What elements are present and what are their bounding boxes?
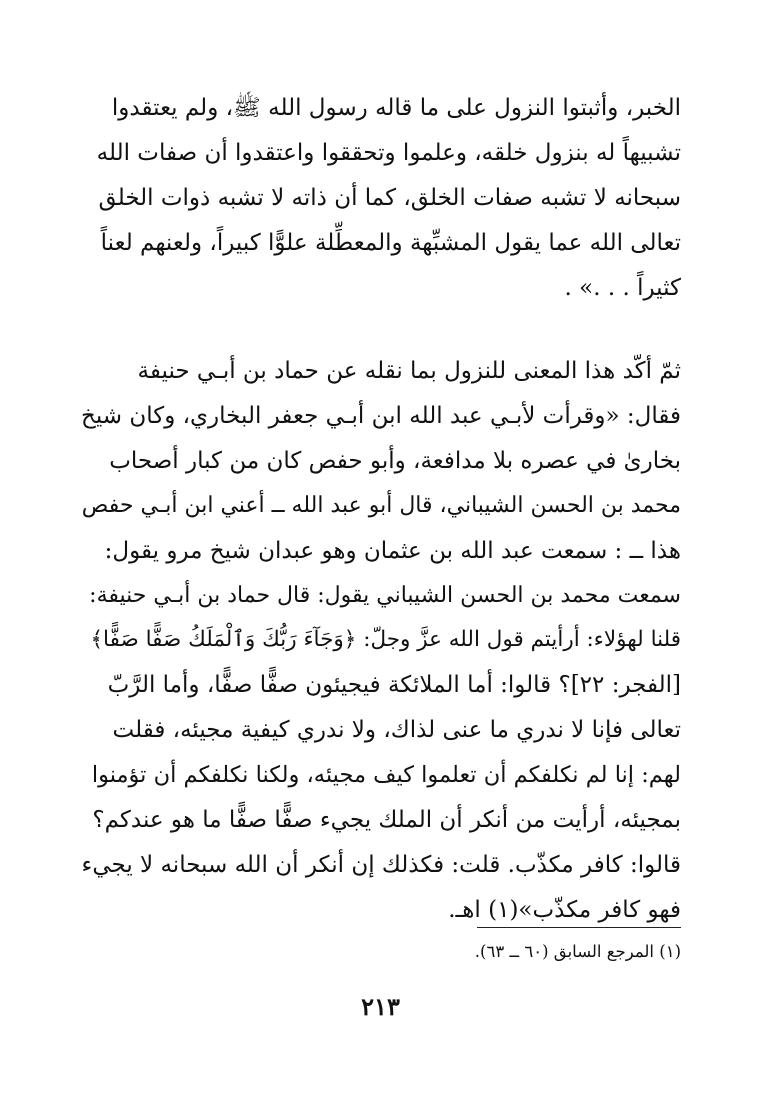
- paragraph-1: [82, 86, 681, 311]
- text-line: هذا ــ : سمعت عبد الله بن عثمان وهو عبدان شيخ مرو يقول:: [104, 537, 681, 564]
- text-line: فهو كافر مكذّب»(١) اهـ.: [448, 896, 681, 923]
- text-line: كثيراً . . .» .: [564, 274, 681, 301]
- footnote-separator: [477, 927, 681, 928]
- footnote: (١) المرجع السابق (٦٠ ــ ٦٣).: [474, 942, 681, 961]
- text-line: محمد بن الحسن الشيباني، قال أبو عبد الله ــ أعني ابن أبـي حفص: [81, 492, 681, 518]
- text-line: تعالى فإنا لا ندري ما عنى لذاك، ولا ندري كيفية مجيئه، فقلت: [112, 717, 681, 744]
- text-line: فقال: «وقرأت لأبـي عبد الله ابن أبـي جعفر البخاري، وكان شيخ: [81, 402, 681, 429]
- quran-quote-line: قلنا لهؤلاء: أرأيتم قول الله عزَّ وجلّ: ﴿وَجَآءَ رَبُّكَ وَٱلْمَلَكُ صَفًّا صَفًّا﴾: [90, 627, 681, 653]
- text-line: [الفجر: ٢٢]؟ قالوا: أما الملائكة فيجيئون صفًّا صفًّا، وأما الرَّبّ: [107, 672, 681, 699]
- text-line: قالوا: كافر مكذّب. قلت: فكذلك إن أنكر أن الله سبحانه لا يجيء: [81, 851, 681, 878]
- text-line: لهم: إنا لم نكلفكم أن تعلموا كيف مجيئه، ولكنا نكلفكم أن تؤمنوا: [91, 762, 681, 789]
- text-line: تشبيهاً له بنزول خلقه، وعلموا وتحققوا واعتقدوا أن صفات الله: [96, 139, 681, 166]
- text-line: بمجيئه، أرأيت من أنكر أن الملك يجيء صفًّا صفًّا ما هو عندكم؟: [92, 807, 681, 834]
- paragraph-2: [82, 349, 681, 933]
- text-line: ثمّ أكّد هذا المعنى للنزول بما نقله عن حماد بن أبـي حنيفة: [137, 358, 681, 384]
- text-line: سبحانه لا تشبه صفات الخلق، كما أن ذاته لا تشبه ذوات الخلق: [98, 184, 681, 211]
- text-line: سمعت محمد بن الحسن الشيباني يقول: قال حماد بن أبـي حنيفة:: [89, 582, 681, 608]
- text-line: تعالى الله عما يقول المشبِّهة والمعطِّلة علوًّا كبيراً، ولعنهم لعناً: [100, 229, 681, 256]
- text-line: بخارىٰ في عصره بلا مدافعة، وأبو حفص كان من كبار أصحاب: [109, 447, 681, 474]
- page-number: ٢١٣: [361, 992, 400, 1021]
- text-line: الخبر، وأثبتوا النزول على ما قاله رسول الله ﷺ، ولم يعتقدوا: [111, 95, 681, 121]
